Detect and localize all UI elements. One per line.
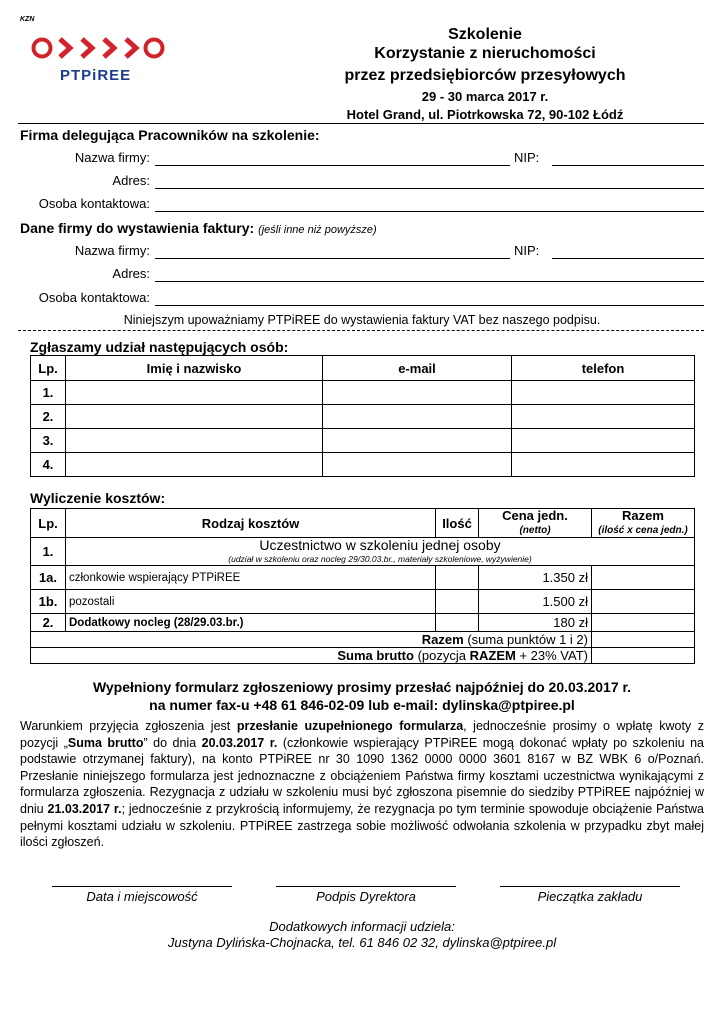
total-cell[interactable] [592,590,695,614]
invoice-address-field[interactable] [155,281,704,282]
company-name-label: Nazwa firmy: [74,150,150,165]
nip-field[interactable] [552,165,704,166]
col-phone: telefon [512,356,695,381]
invoice-contact-field[interactable] [155,305,704,306]
sum-label [31,632,592,648]
event-date: 29 - 30 marca 2017 r. [421,89,549,104]
gross-label [31,648,592,664]
qty-cell[interactable] [436,614,479,632]
phone-cell[interactable] [512,381,695,405]
cost-item-text: Dodatkowy nocleg (28/29.03.br.) [66,614,436,632]
col-name: Imię i nazwisko [66,356,323,381]
table-row [31,614,695,632]
row-number: 1. [31,538,66,566]
sum-row [31,632,695,648]
contact-label: Osoba kontaktowa: [38,196,150,211]
name-cell[interactable] [66,453,323,477]
gross-row [31,648,695,664]
section2-note: (jeśli inne niż powyższe) [258,224,377,236]
terms-text: (członkowie wspierający PTPiREE mogą dokonać wpłaty po szkoleniu na podstawie otrzymanej faktury), na konto PTPiREE nr 30 1090 1362 0000 0000 3601 8167 w BZ WBK 6 o/Poznań. Przesłanie niniejszego formularza jest jednoznaczne z obciążeniem Państwa firmy kosztami uczestnictwa wynikającymi z formularza zgłoszenia. Rezygnacja z udziału w szkoleniu musi być zgłoszona pisemnie do siedziby PTPiREE najpóźniej w dniu [20,735,705,816]
unit-price-cell: 1.500 zł [479,590,592,614]
section2-title [20,220,377,236]
terms-paragraph [20,718,704,851]
costs-col-kind: Rodzaj kosztów [66,509,436,538]
table-row [31,590,695,614]
terms-text: ; jednocześnie z przykrością informujemy, że rezygnacja po tym terminie spowoduje obciążenie Państwa pełnymi kosztami udziału w szkoleniu. PTPiREE zastrzega sobie możliwość odwołania szkolenia w przypadku zbyt małej ilości zgłoszeń. [20,801,704,850]
sum-bold: Razem [421,632,464,647]
address-label: Adres: [112,173,150,188]
costs-table [30,508,695,664]
section1-title: Firma delegująca Pracowników na szkolenie: [20,127,320,143]
row-number: 1. [31,381,66,405]
section2-title-text: Dane firmy do wystawienia faktury: [20,220,255,236]
terms-text: ” do dnia [143,735,202,750]
invoice-nip-label: NIP: [514,243,540,258]
company-name-field[interactable] [155,165,510,166]
invoice-name-field[interactable] [155,258,510,259]
qty-cell[interactable] [436,566,479,590]
signature-date-place[interactable]: Data i miejscowość [52,886,232,904]
qty-cell[interactable] [436,590,479,614]
participants-title: Zgłaszamy udział następujących osób: [30,339,289,355]
gross-text-a: (pozycja [417,648,466,663]
title-line1: Szkolenie [448,26,522,43]
footer-contact: Justyna Dylińska-Chojnacka, tel. 61 846 02 32, dylinska@ptpiree.pl [167,935,557,950]
table-row [31,453,695,477]
costs-col-qty: Ilość [436,509,479,538]
invoice-address-label: Adres: [112,266,150,281]
top-divider [18,123,704,124]
gross-cell[interactable] [592,648,695,664]
cost-item-text: Uczestnictwo w szkoleniu jednej osoby [259,536,501,553]
col-email: e-mail [323,356,512,381]
row-number: 1a. [31,566,66,590]
total-cell[interactable] [592,566,695,590]
invoice-authorization: Niniejszym upoważniamy PTPiREE do wystawienia faktury VAT bez naszego podpisu. [123,313,601,327]
total-header: Razem [622,508,664,523]
phone-cell[interactable] [512,429,695,453]
gross-bold: Suma brutto [337,648,414,663]
footer-line1: Dodatkowych informacji udziela: [269,919,455,934]
title-line2: Korzystanie z nieruchomości [374,45,596,62]
signature-stamp[interactable]: Pieczątka zakładu [500,886,680,904]
costs-title: Wyliczenie kosztów: [30,490,166,506]
participants-table [30,355,695,477]
row-number: 2. [31,405,66,429]
costs-col-unit [479,509,592,538]
name-cell[interactable] [66,381,323,405]
title-line3: przez przedsiębiorców przesyłowych [344,67,626,84]
total-note: (ilość x cena jedn.) [598,525,688,536]
ptpiree-logo-icon [30,36,170,66]
participants-header-row [31,356,695,381]
email-cell[interactable] [323,405,512,429]
invoice-nip-field[interactable] [552,258,704,259]
row-number: 3. [31,429,66,453]
costs-col-total [592,509,695,538]
nip-label: NIP: [514,150,540,165]
gross-text-c: + 23% VAT) [519,648,588,663]
unit-price-cell: 1.350 zł [479,566,592,590]
terms-text: , jednocześnie prosimy o wpłatę kwoty z pozycji „ [20,719,704,750]
unit-price-cell: 180 zł [479,614,592,632]
row-number: 2. [31,614,66,632]
table-row [31,429,695,453]
total-cell[interactable] [592,614,695,632]
gross-text-b: RAZEM [469,648,516,663]
email-cell[interactable] [323,381,512,405]
form-code: KZN [20,16,35,23]
invoice-contact-label: Osoba kontaktowa: [38,290,150,305]
table-row [31,566,695,590]
terms-text: Warunkiem przyjęcia zgłoszenia jest [20,719,237,733]
row-number: 1b. [31,590,66,614]
address-field[interactable] [155,188,704,189]
contact-field[interactable] [155,211,704,212]
unit-price-header: Cena jedn. [502,508,568,523]
table-row [31,405,695,429]
email-cell[interactable] [323,429,512,453]
terms-bold: 21.03.2017 r. [47,801,122,816]
cost-item-text: pozostali [66,590,436,614]
cost-item-note: (udział w szkoleniu oraz nocleg 29/30.03.br., materiały szkoleniowe, wyżywienie) [228,553,532,564]
sum-text: (suma punktów 1 i 2) [467,632,588,647]
send-line1: Wypełniony formularz zgłoszeniowy prosimy przesłać najpóźniej do 20.03.2017 r. [92,679,632,695]
costs-col-lp: Lp. [31,509,66,538]
col-lp: Lp. [31,356,66,381]
cost-item-participation [66,538,695,566]
terms-bold: przesłanie uzupełnionego formularza [236,719,464,733]
row-number: 4. [31,453,66,477]
terms-bold: 20.03.2017 r. [201,735,278,750]
invoice-name-label: Nazwa firmy: [74,243,150,258]
costs-header-row [31,509,695,538]
event-venue: Hotel Grand, ul. Piotrkowska 72, 90-102 Łódź [346,107,624,122]
table-row [31,538,695,566]
phone-cell[interactable] [512,453,695,477]
phone-cell[interactable] [512,405,695,429]
sum-cell[interactable] [592,632,695,648]
terms-bold: Suma brutto [67,735,144,750]
signature-director[interactable]: Podpis Dyrektora [276,886,456,904]
brand-name: PTPiREE [60,67,132,84]
table-row [31,381,695,405]
cost-item-text: członkowie wspierający PTPiREE [66,566,436,590]
send-line2: na numer fax-u +48 61 846-02-09 lub e-mail: dylinska@ptpiree.pl [149,697,575,713]
email-cell[interactable] [323,453,512,477]
name-cell[interactable] [66,405,323,429]
name-cell[interactable] [66,429,323,453]
dashed-divider [18,330,704,331]
unit-price-note: (netto) [519,525,551,536]
